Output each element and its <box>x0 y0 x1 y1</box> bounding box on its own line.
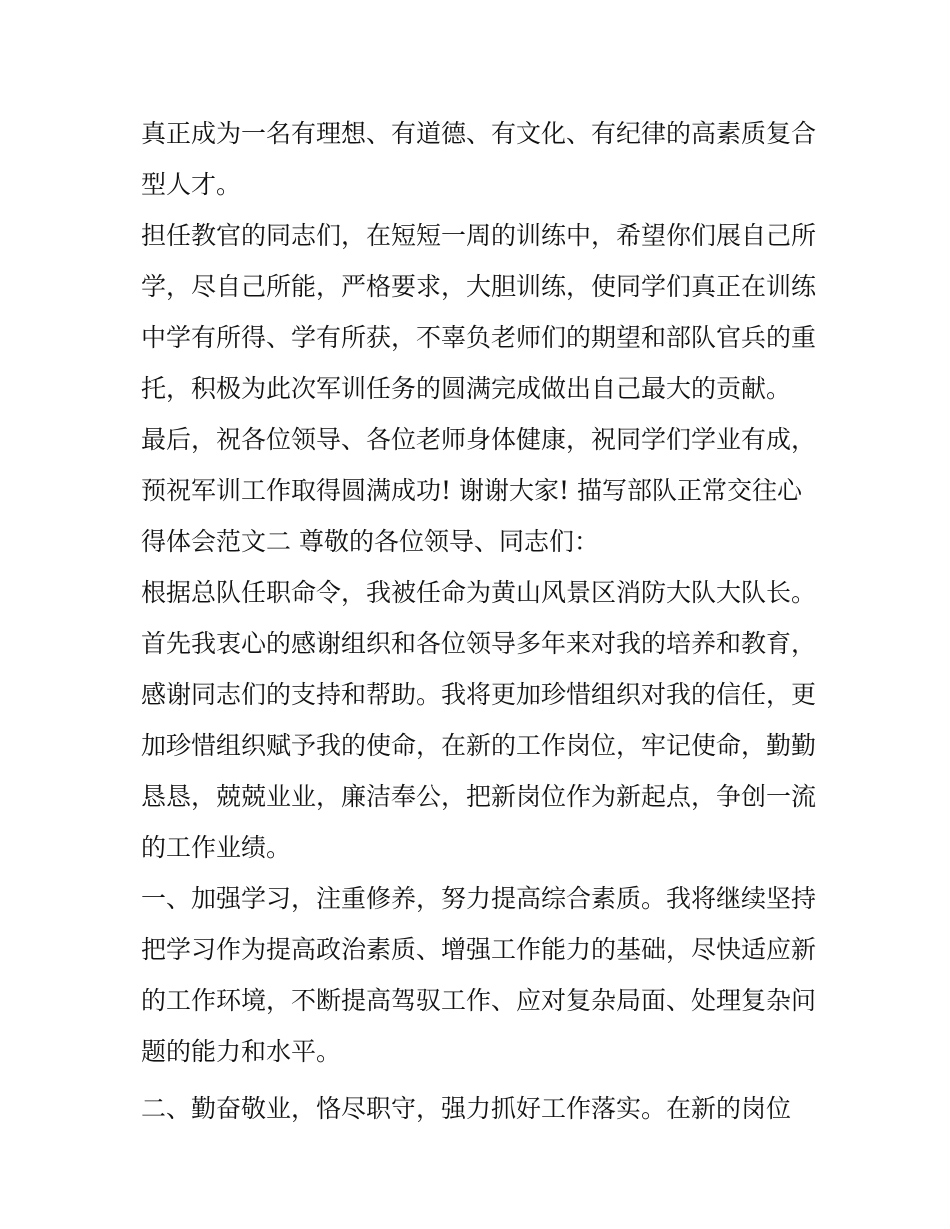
text-line: 中学有所得、学有所获，不辜负老师们的期望和部队官兵的重 <box>141 323 817 352</box>
text-line: 真正成为一名有理想、有道德、有文化、有纪律的高素质复合 <box>141 119 817 148</box>
text-line: 预祝军训工作取得圆满成功! 谢谢大家! 描写部队正常交往心 <box>141 476 802 505</box>
text-line: 题的能力和水平。 <box>141 1037 342 1066</box>
text-line: 二、勤奋敬业，恪尽职守，强力抓好工作落实。在新的岗位 <box>141 1094 792 1123</box>
text-line: 的工作业绩。 <box>141 833 292 862</box>
text-line: 一、加强学习，注重修养，努力提高综合素质。我将继续坚持 <box>141 884 817 913</box>
document-body <box>141 108 821 1134</box>
text-line: 担任教官的同志们，在短短一周的训练中，希望你们展自己所 <box>141 221 817 250</box>
text-line: 加珍惜组织赋予我的使命，在新的工作岗位，牢记使命，勤勤 <box>141 731 817 760</box>
text-line: 托，积极为此次军训任务的圆满完成做出自己最大的贡献。 <box>141 374 792 403</box>
text-line: 型人才。 <box>141 170 242 199</box>
text-line: 得体会范文二 尊敬的各位领导、同志们： <box>141 527 599 556</box>
text-line: 最后，祝各位领导、各位老师身体健康，祝同学们学业有成， <box>141 425 817 454</box>
text-line: 首先我衷心的感谢组织和各位领导多年来对我的培养和教育， <box>141 629 817 658</box>
text-line: 恳恳，兢兢业业，廉洁奉公，把新岗位作为新起点，争创一流 <box>141 782 817 811</box>
text-line: 把学习作为提高政治素质、增强工作能力的基础，尽快适应新 <box>141 935 817 964</box>
text-line: 学，尽自己所能，严格要求，大胆训练，使同学们真正在训练 <box>141 272 817 301</box>
text-line: 的工作环境，不断提高驾驭工作、应对复杂局面、处理复杂问 <box>141 986 817 1015</box>
text-line: 根据总队任职命令，我被任命为黄山风景区消防大队大队长。 <box>141 578 817 607</box>
text-line: 感谢同志们的支持和帮助。我将更加珍惜组织对我的信任，更 <box>141 680 817 709</box>
